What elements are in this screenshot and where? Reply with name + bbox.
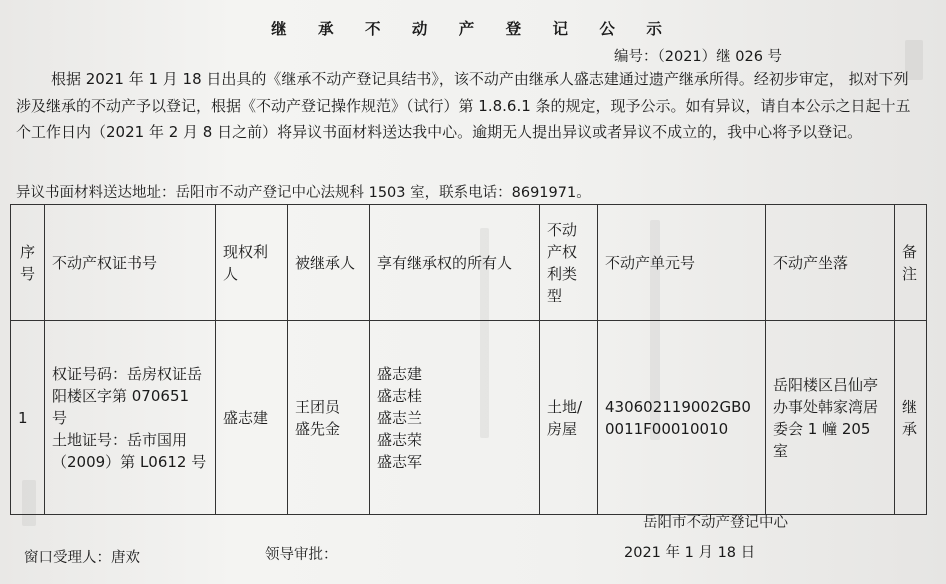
decedent-name: 王团员 bbox=[295, 397, 341, 416]
heir-name: 盛志兰 bbox=[377, 408, 423, 427]
header-current-holder: 现权利人 bbox=[216, 205, 288, 321]
decedent-name: 盛先金 bbox=[295, 419, 341, 438]
cell-current-holder: 盛志建 bbox=[216, 321, 288, 515]
header-location: 不动产坐落 bbox=[766, 205, 895, 321]
cell-rights-type: 土地/房屋 bbox=[540, 321, 598, 515]
issue-date: 2021 年 1 月 18 日 bbox=[624, 545, 756, 561]
cell-decedent bbox=[288, 321, 370, 515]
header-seq: 序号 bbox=[11, 205, 45, 321]
unit-number-value: 430602119002GB00011F00010010 bbox=[605, 397, 751, 438]
window-clerk: 窗口受理人：唐欢 bbox=[24, 550, 140, 566]
cell-location: 岳阳楼区吕仙亭办事处韩家湾居委会 1 幢 205 室 bbox=[766, 321, 895, 515]
issuing-organization: 岳阳市不动产登记中心 bbox=[643, 515, 788, 531]
cert-land-number: 土地证号：岳市国用（2009）第 L0612 号 bbox=[52, 430, 207, 471]
header-remark: 备注 bbox=[895, 205, 927, 321]
header-heirs: 享有继承权的所有人 bbox=[370, 205, 540, 321]
document-number: 编号：（2021）继 026 号 bbox=[614, 49, 783, 65]
cell-heirs bbox=[370, 321, 540, 515]
table-row bbox=[11, 321, 927, 515]
registration-table bbox=[10, 204, 927, 515]
cert-property-number: 权证号码：岳房权证岳阳楼区字第 070651 号 bbox=[52, 364, 203, 427]
header-cert-number: 不动产权证书号 bbox=[45, 205, 216, 321]
heir-name: 盛志建 bbox=[377, 364, 423, 383]
header-rights-type: 不动产权利类型 bbox=[540, 205, 598, 321]
cell-cert-number bbox=[45, 321, 216, 515]
header-decedent: 被继承人 bbox=[288, 205, 370, 321]
cell-unit-number bbox=[598, 321, 766, 515]
heir-name: 盛志桂 bbox=[377, 386, 423, 405]
notice-title: 继 承 不 动 产 登 记 公 示 bbox=[271, 20, 675, 38]
cell-seq: 1 bbox=[11, 321, 45, 515]
notice-body-paragraph: 根据 2021 年 1 月 18 日出具的《继承不动产登记具结书》，该不动产由继承人盛志建通过遗产继承所得。经初步审定， 拟对下列涉及继承的不动产予以登记，根据《不动产登记操作规范》（试行）第 1.8.6.1 条的规定，现予公示。如有异议，请自本公示之日起十五个工作日内（2021 年 2 月 8 日之前）将异议书面材料送达我中心。逾期无人提出异议或者异议不成立的，我中心将予以登记。 bbox=[16, 70, 911, 141]
header-unit-number: 不动产单元号 bbox=[598, 205, 766, 321]
table-header-row bbox=[11, 205, 927, 321]
objection-address-line: 异议书面材料送达地址：岳阳市不动产登记中心法规科 1503 室，联系电话：8691971。 bbox=[16, 185, 591, 201]
heir-name: 盛志荣 bbox=[377, 430, 423, 449]
heir-name: 盛志军 bbox=[377, 452, 423, 471]
leader-approval: 领导审批： bbox=[265, 547, 338, 563]
cell-remark: 继承 bbox=[895, 321, 927, 515]
